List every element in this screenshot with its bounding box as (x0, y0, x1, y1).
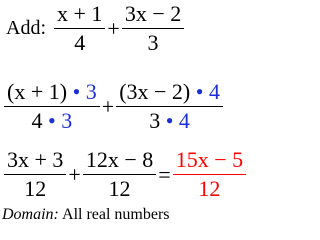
multiply-dot: • (160, 108, 179, 134)
denominator: 4 (74, 30, 86, 56)
multiply-dot: • (42, 108, 62, 134)
add-label: Add: (6, 17, 46, 40)
step2-fraction-2 (116, 80, 223, 133)
common-denominator-step (4, 80, 223, 133)
domain-value: All real numbers (58, 206, 170, 223)
numerator-main: (x + 1) (7, 79, 68, 104)
numerator-main: (3x − 2) (119, 79, 191, 104)
denominator (146, 109, 193, 133)
fraction-bar (122, 28, 184, 29)
numerator: 12x − 8 (85, 147, 154, 172)
factor: 3 (61, 108, 73, 134)
fraction-bar (54, 28, 105, 29)
fraction-bar (116, 106, 223, 107)
denominator-main: 4 (31, 108, 43, 134)
domain-statement (2, 206, 170, 224)
factor: 3 (85, 79, 97, 104)
step3-fraction-1 (4, 148, 66, 201)
step2-fraction-1 (4, 80, 100, 133)
factor: 4 (208, 79, 220, 104)
multiply-dot: • (190, 79, 209, 104)
numerator (4, 80, 100, 104)
fraction-bar (4, 106, 100, 107)
step3-fraction-2 (83, 148, 156, 201)
equals-operator: = (158, 161, 171, 187)
problem-expression (6, 2, 184, 55)
denominator: 12 (198, 176, 221, 202)
result-step (4, 148, 246, 201)
denominator: 12 (24, 176, 47, 202)
numerator (116, 80, 223, 104)
problem-fraction-2 (122, 2, 184, 55)
denominator (29, 109, 76, 133)
denominator: 12 (108, 176, 131, 202)
factor: 4 (178, 108, 190, 134)
problem-fraction-1 (54, 2, 105, 55)
multiply-dot: • (67, 79, 86, 104)
numerator: 3x − 2 (124, 1, 182, 26)
result-fraction (173, 148, 246, 201)
plus-operator: + (107, 15, 120, 41)
denominator-main: 3 (149, 108, 161, 134)
numerator: 3x + 3 (7, 147, 64, 172)
fraction-bar (83, 174, 156, 175)
denominator: 3 (147, 30, 159, 56)
domain-label: Domain: (2, 206, 59, 223)
plus-operator: + (68, 161, 81, 187)
fraction-bar (4, 174, 66, 175)
fraction-bar (173, 174, 246, 175)
plus-operator: + (101, 93, 115, 119)
numerator: 15x − 5 (175, 147, 244, 172)
numerator: x + 1 (57, 1, 103, 26)
